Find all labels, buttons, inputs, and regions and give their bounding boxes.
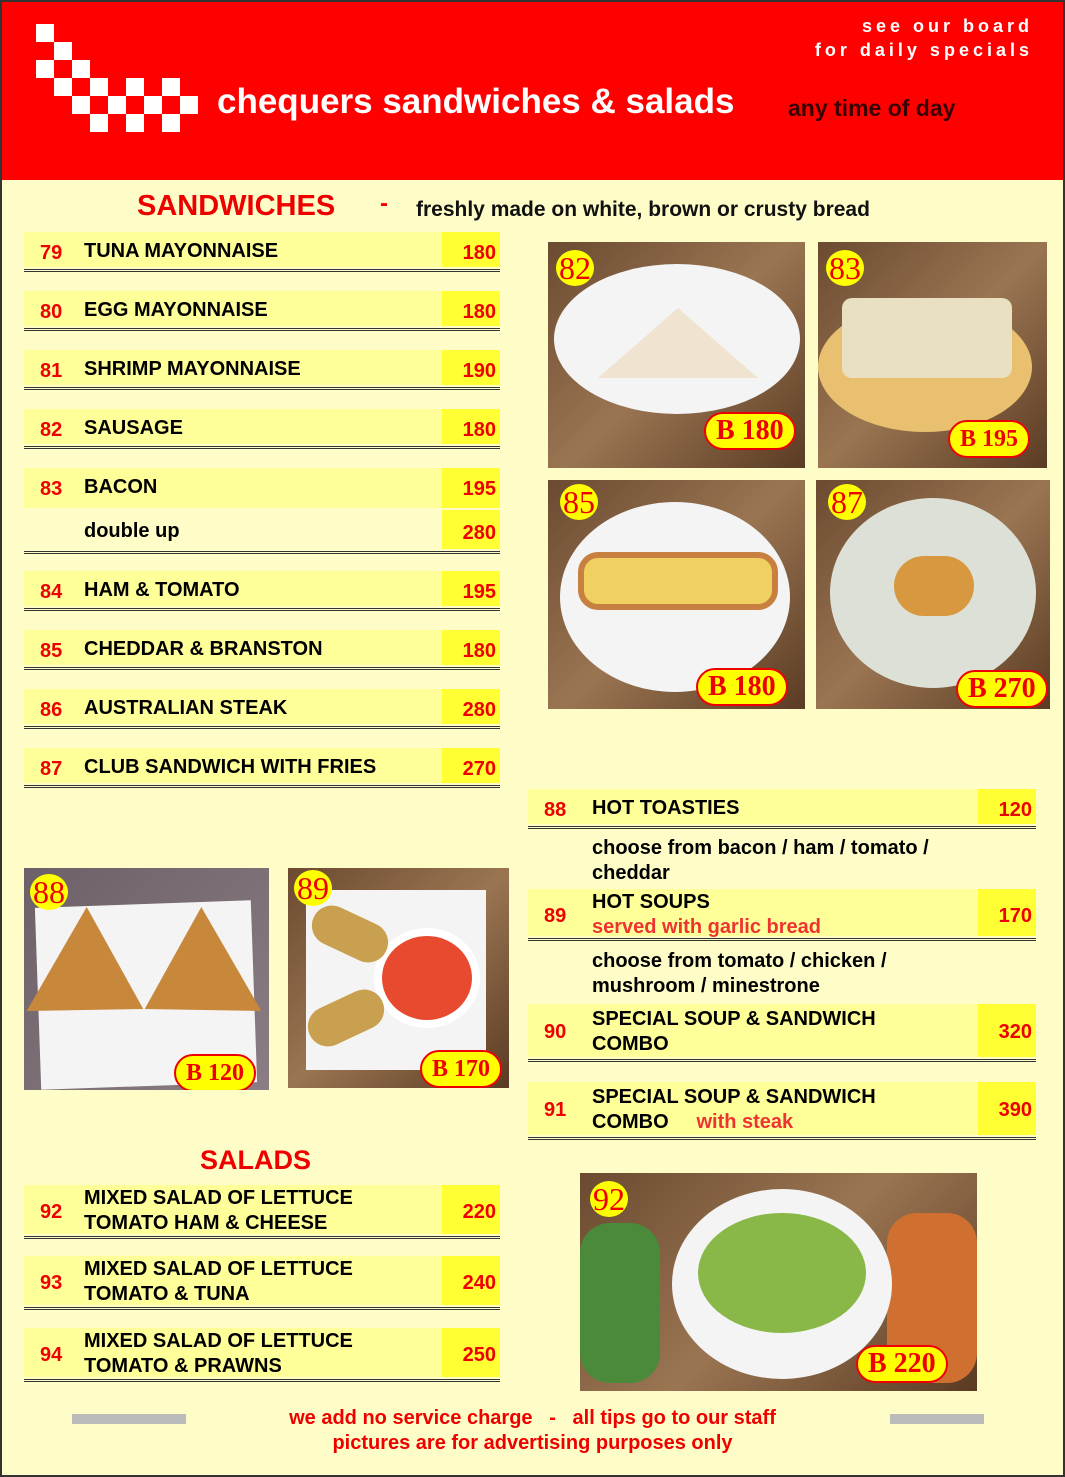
photo-number: 88: [30, 874, 68, 910]
item-name: double up: [84, 520, 180, 542]
photo-price-tag: B 180: [696, 668, 788, 706]
menu-item-90: [528, 1004, 1036, 1062]
item-number: 82: [40, 419, 63, 441]
tagline: any time of day: [788, 95, 956, 121]
item-price: 280: [462, 522, 496, 544]
photo-cheddar-branston: [548, 480, 805, 709]
menu-item-79: [24, 232, 500, 272]
item-name-line1: SPECIAL SOUP & SANDWICH: [592, 1086, 876, 1108]
photo-number: 83: [826, 250, 864, 286]
item-number: 88: [544, 799, 567, 821]
fries-shape: [894, 556, 974, 616]
item-note: with steak: [696, 1111, 794, 1133]
item-price: 180: [462, 640, 496, 662]
item-name-line1: MIXED SALAD OF LETTUCE: [84, 1330, 353, 1352]
sandwich-shape: [598, 308, 758, 378]
item-name: HOT TOASTIES: [592, 797, 740, 819]
salad-shape: [698, 1213, 866, 1333]
item-number: 91: [544, 1099, 567, 1121]
item-name: [592, 890, 821, 940]
item-price: 180: [462, 419, 496, 441]
item-name: AUSTRALIAN STEAK: [84, 697, 288, 719]
menu-item-85: [24, 630, 500, 670]
menu-item-81: [24, 350, 500, 390]
menu-item-91: [528, 1082, 1036, 1140]
board-line2: for daily specials: [814, 40, 1033, 60]
item-name: [84, 1257, 353, 1307]
item-price: 195: [462, 478, 496, 500]
item-number: 83: [40, 478, 63, 500]
menu-item-93: [24, 1256, 500, 1310]
header-banner: [2, 2, 1063, 180]
heading-dash: -: [380, 190, 388, 217]
item-name: TUNA MAYONNAISE: [84, 240, 279, 262]
photo-hot-soups: [288, 868, 509, 1088]
photo-number: 92: [590, 1181, 628, 1217]
sandwiches-heading: SANDWICHES: [137, 190, 336, 222]
photo-bacon-sandwich: [818, 242, 1047, 468]
photo-number: 87: [828, 484, 866, 520]
item-name: CHEDDAR & BRANSTON: [84, 638, 323, 660]
item-price: 170: [998, 905, 1032, 927]
item-note: served with garlic bread: [592, 916, 821, 938]
item-name-line2: TOMATO & PRAWNS: [84, 1355, 282, 1377]
daily-specials-note: [815, 14, 1033, 62]
item-name: BACON: [84, 476, 158, 498]
item-price: 195: [462, 581, 496, 603]
item-number: 92: [40, 1201, 63, 1223]
item-name-line1: SPECIAL SOUP & SANDWICH: [592, 1008, 876, 1030]
page-title: chequers sandwiches & salads: [217, 82, 735, 121]
photo-price-tag: B 180: [704, 412, 796, 450]
vegetables-shape: [580, 1223, 660, 1383]
item-name: EGG MAYONNAISE: [84, 299, 268, 321]
item-number: 80: [40, 301, 63, 323]
item-name: [84, 1329, 353, 1379]
item-price: 240: [462, 1272, 496, 1294]
photo-mixed-salad: [580, 1173, 977, 1391]
menu-item-88: [528, 789, 1036, 829]
item-price: 120: [998, 799, 1032, 821]
item-price: 180: [462, 301, 496, 323]
item-name-line1: MIXED SALAD OF LETTUCE: [84, 1258, 353, 1280]
item-name-line1: MIXED SALAD OF LETTUCE: [84, 1187, 353, 1209]
options-line2: cheddar: [592, 862, 670, 884]
menu-item-94: [24, 1328, 500, 1382]
options-line2: mushroom / minestrone: [592, 975, 820, 997]
item-name: [84, 1186, 353, 1236]
item-number: 84: [40, 581, 63, 603]
item-number: 89: [544, 905, 567, 927]
menu-item-84: [24, 571, 500, 611]
menu-item-80: [24, 291, 500, 331]
item-name: HAM & TOMATO: [84, 579, 240, 601]
item-price: 280: [462, 699, 496, 721]
item-number: 93: [40, 1272, 63, 1294]
options-line1: choose from bacon / ham / tomato /: [592, 837, 929, 859]
board-line1: see our board: [861, 16, 1033, 36]
item-price: 250: [462, 1344, 496, 1366]
item-number: 85: [40, 640, 63, 662]
options-line1: choose from tomato / chicken /: [592, 950, 887, 972]
photo-price-tag: B 170: [420, 1050, 502, 1088]
item-name: CLUB SANDWICH WITH FRIES: [84, 756, 377, 778]
photo-price-tag: B 220: [856, 1345, 948, 1383]
item-price: 320: [998, 1021, 1032, 1043]
item-number: 87: [40, 758, 63, 780]
item-number: 90: [544, 1021, 567, 1043]
item-number: 86: [40, 699, 63, 721]
item-name: SHRIMP MAYONNAISE: [84, 358, 301, 380]
item-name-line2: TOMATO HAM & CHEESE: [84, 1212, 328, 1234]
item-price: 270: [462, 758, 496, 780]
menu-item-92: [24, 1185, 500, 1239]
photo-price-tag: B 120: [174, 1054, 256, 1090]
menu-item-86: [24, 689, 500, 729]
footer-service-note: we add no service charge - all tips go to our staff: [289, 1407, 776, 1429]
item-name-line2: COMBO: [592, 1033, 669, 1055]
photo-club-sandwich: [816, 480, 1050, 709]
item-name: [592, 1085, 876, 1135]
item-name-text: HOT SOUPS: [592, 891, 710, 913]
sandwich-shape: [842, 298, 1012, 378]
salads-heading: SALADS: [200, 1145, 312, 1175]
photo-sausage-sandwich: [548, 242, 805, 468]
menu-item-83: [24, 468, 500, 508]
photo-number: 89: [294, 870, 332, 906]
item-name: SAUSAGE: [84, 417, 183, 439]
sandwiches-subtitle: freshly made on white, brown or crusty bread: [416, 198, 870, 221]
menu-item-89: [528, 889, 1036, 941]
item-number: 81: [40, 360, 63, 382]
toasties-options: [592, 836, 929, 886]
photo-hot-toasties: [24, 868, 269, 1090]
item-price: 220: [462, 1201, 496, 1223]
item-name: [592, 1007, 876, 1057]
item-number: 94: [40, 1344, 63, 1366]
photo-price-tag: B 270: [956, 670, 1048, 708]
item-name-line2: TOMATO & TUNA: [84, 1283, 250, 1305]
item-name-line2: COMBO: [592, 1111, 669, 1133]
soup-bowl: [374, 928, 480, 1028]
item-price: 180: [462, 242, 496, 264]
item-number: 79: [40, 242, 63, 264]
soups-options: [592, 949, 887, 999]
item-price: 190: [462, 360, 496, 382]
menu-item-87: [24, 748, 500, 788]
item-price: 390: [998, 1099, 1032, 1121]
footer-disclaimer: pictures are for advertising purposes only: [332, 1432, 733, 1454]
menu-item-83-double: [24, 510, 500, 554]
photo-number: 85: [560, 484, 598, 520]
sandwich-shape: [578, 552, 778, 610]
photo-price-tag: B 195: [948, 420, 1030, 458]
menu-item-82: [24, 409, 500, 449]
photo-number: 82: [556, 250, 594, 286]
